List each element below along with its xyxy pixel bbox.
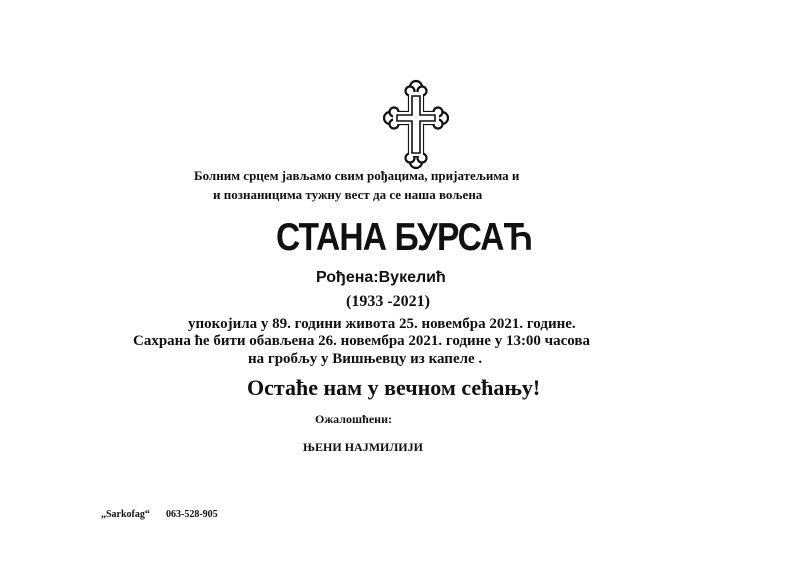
mourners-label: Ожалошћени: [315, 412, 392, 426]
intro-line-2: и познаницима тужну вест да се наша вољена [213, 187, 483, 202]
footer-phone: 063-528-905 [166, 509, 218, 520]
deceased-name: СТАНА БУРСАЋ [276, 216, 533, 259]
orthodox-cross-icon [383, 78, 449, 170]
footer-company: „Sarkofag“ [101, 509, 150, 520]
intro-line-1: Болним срцем јављамо свим рођацима, пријатељима и [194, 168, 520, 183]
funeral-line-2: на гробљу у Вишњевцу из капеле . [248, 351, 483, 367]
maiden-name: Рођена:Вукелић [316, 269, 446, 286]
death-line: упокојила у 89. години живота 25. новембра 2021. године. [188, 316, 576, 332]
mourners: ЊЕНИ НАЈМИЛИЈИ [303, 440, 423, 454]
memory-line: Остаће нам у вечном сећању! [247, 375, 541, 400]
funeral-line-1: Сахрана ће бити обављена 26. новембра 2021. године у 13:00 часова [133, 333, 591, 349]
life-years: (1933 -2021) [346, 293, 430, 310]
